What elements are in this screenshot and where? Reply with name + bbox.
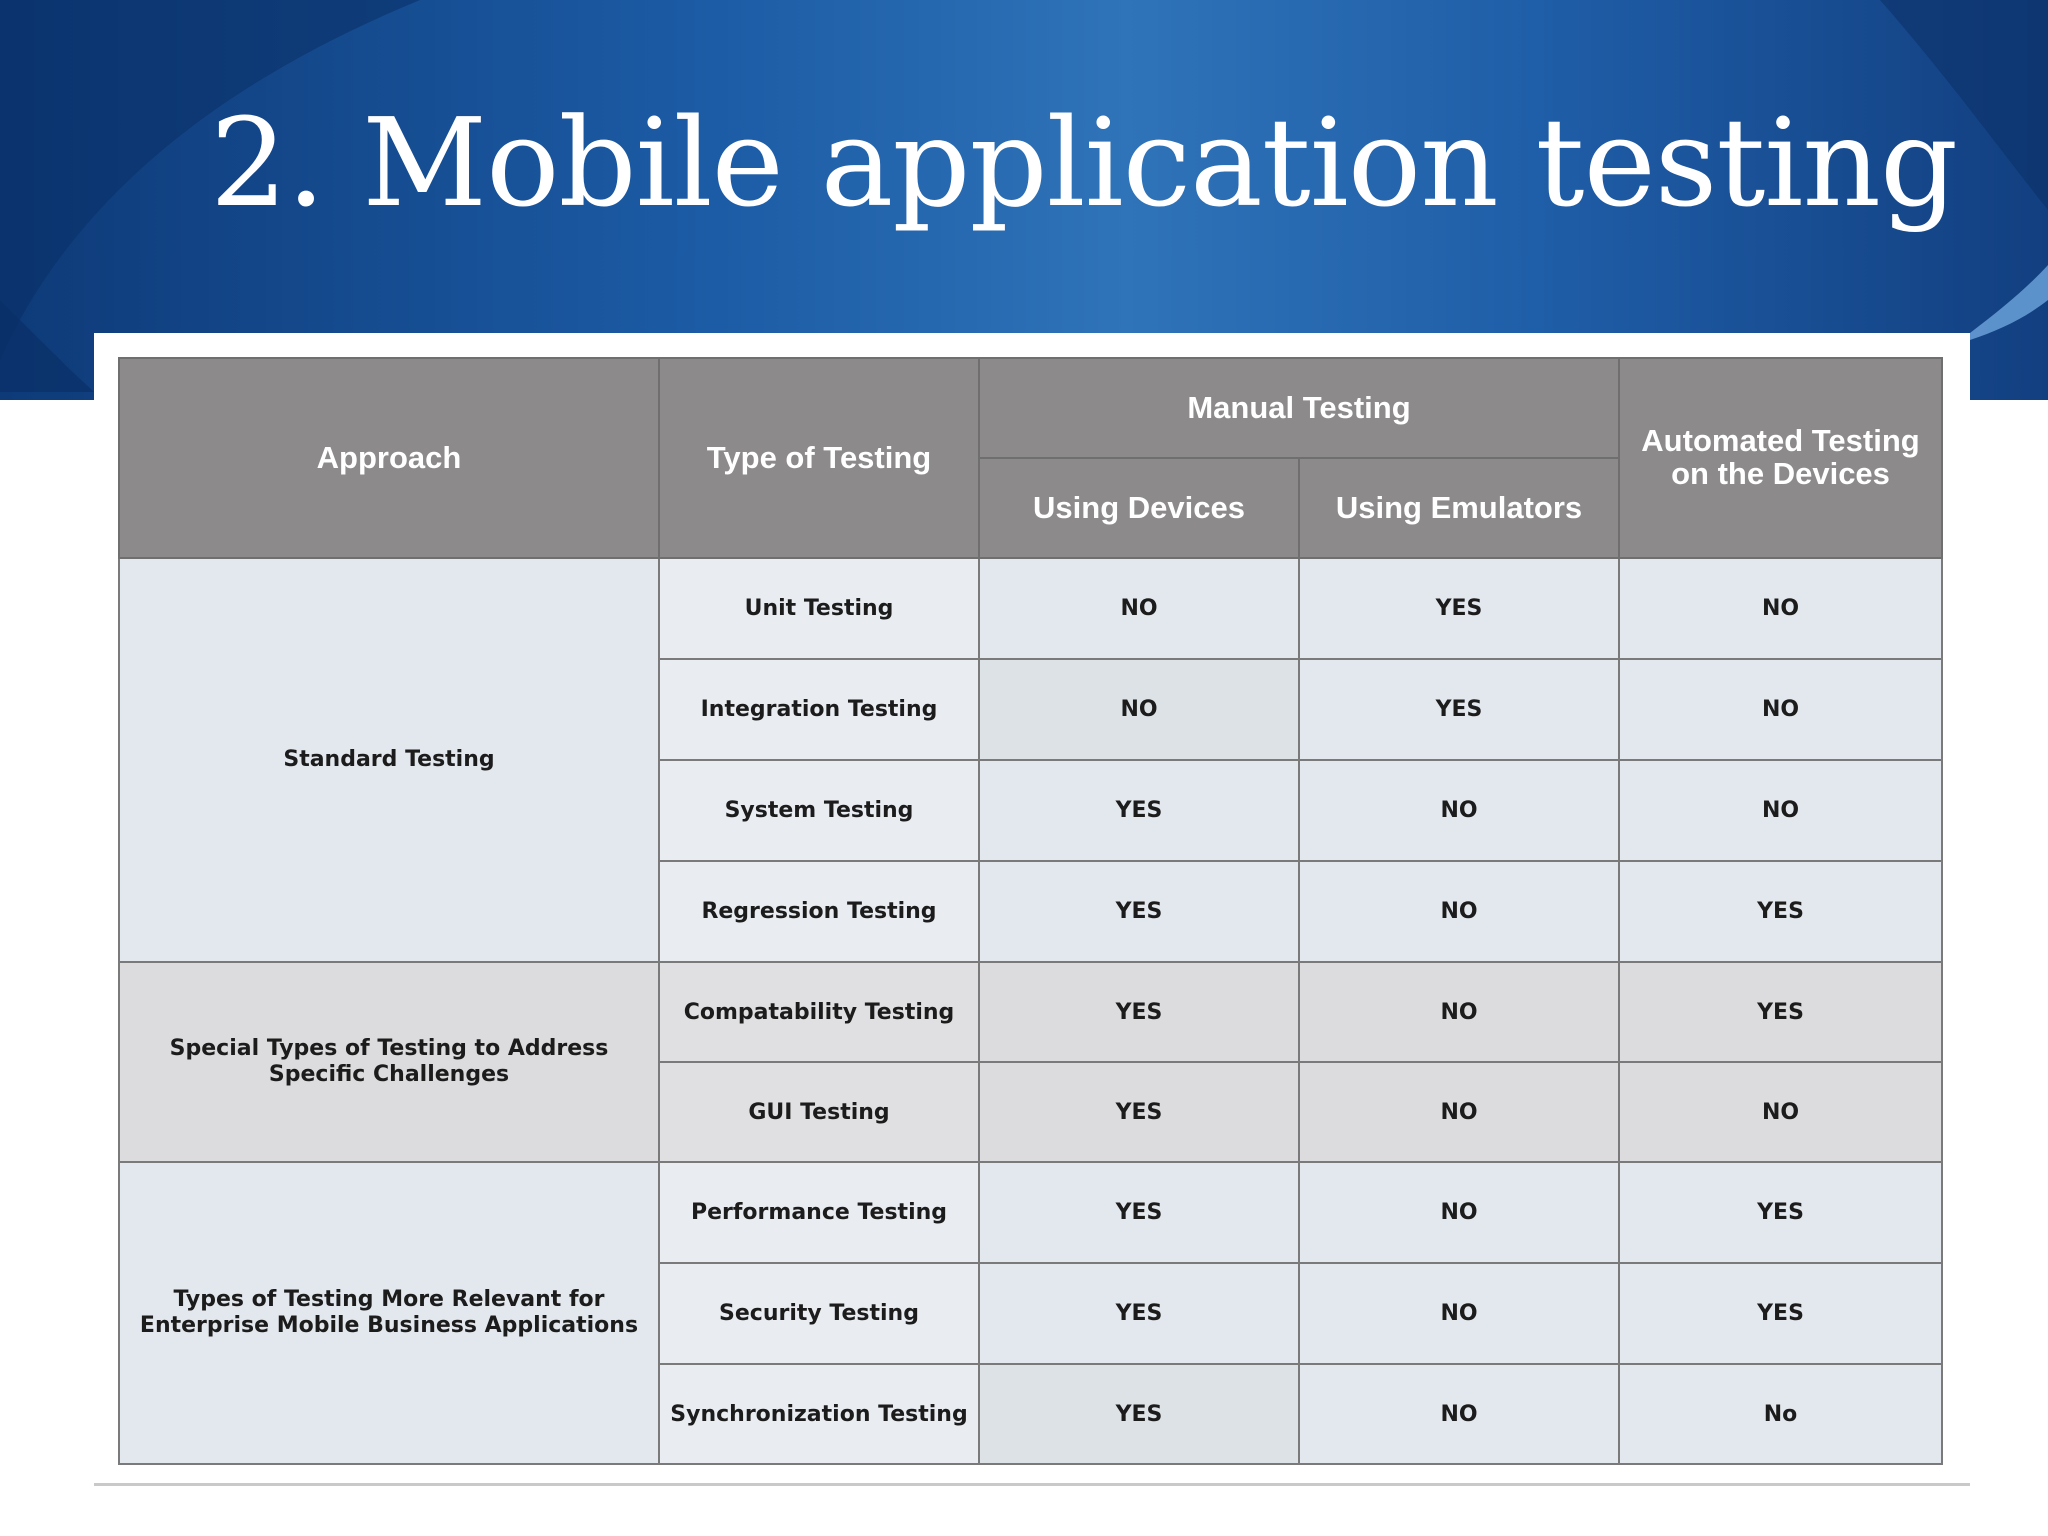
approach-special-types: Special Types of Testing to Address Specific Challenges bbox=[119, 962, 659, 1162]
devices-cell: YES bbox=[979, 1162, 1299, 1263]
header-manual-testing: Manual Testing bbox=[979, 358, 1619, 458]
emulators-cell: NO bbox=[1299, 1364, 1619, 1464]
devices-cell: NO bbox=[979, 659, 1299, 760]
type-cell: Performance Testing bbox=[659, 1162, 979, 1263]
automated-cell: YES bbox=[1619, 1263, 1942, 1364]
emulators-cell: NO bbox=[1299, 760, 1619, 861]
slide-title: 2. Mobile application testing bbox=[210, 92, 1958, 234]
devices-cell: YES bbox=[979, 1062, 1299, 1162]
type-cell: Synchronization Testing bbox=[659, 1364, 979, 1464]
type-cell: Integration Testing bbox=[659, 659, 979, 760]
type-cell: Security Testing bbox=[659, 1263, 979, 1364]
testing-comparison-table bbox=[118, 357, 1943, 1465]
automated-cell: YES bbox=[1619, 861, 1942, 962]
type-cell: System Testing bbox=[659, 760, 979, 861]
header-approach: Approach bbox=[119, 358, 659, 558]
automated-cell: No bbox=[1619, 1364, 1942, 1464]
automated-cell: NO bbox=[1619, 760, 1942, 861]
devices-cell: YES bbox=[979, 962, 1299, 1062]
emulators-cell: NO bbox=[1299, 1062, 1619, 1162]
table-row bbox=[119, 962, 1942, 1062]
emulators-cell: NO bbox=[1299, 861, 1619, 962]
table-row bbox=[119, 1162, 1942, 1263]
devices-cell: YES bbox=[979, 1364, 1299, 1464]
approach-enterprise: Types of Testing More Relevant for Enterprise Mobile Business Applications bbox=[119, 1162, 659, 1464]
devices-cell: NO bbox=[979, 558, 1299, 659]
type-cell: GUI Testing bbox=[659, 1062, 979, 1162]
type-cell: Compatability Testing bbox=[659, 962, 979, 1062]
automated-cell: YES bbox=[1619, 1162, 1942, 1263]
approach-standard-testing: Standard Testing bbox=[119, 558, 659, 962]
emulators-cell: YES bbox=[1299, 659, 1619, 760]
devices-cell: YES bbox=[979, 1263, 1299, 1364]
table-row bbox=[119, 558, 1942, 659]
type-cell: Unit Testing bbox=[659, 558, 979, 659]
header-type-of-testing: Type of Testing bbox=[659, 358, 979, 558]
automated-cell: NO bbox=[1619, 1062, 1942, 1162]
emulators-cell: YES bbox=[1299, 558, 1619, 659]
automated-cell: YES bbox=[1619, 962, 1942, 1062]
footer-divider bbox=[94, 1483, 1970, 1486]
devices-cell: YES bbox=[979, 760, 1299, 861]
header-using-devices: Using Devices bbox=[979, 458, 1299, 558]
automated-cell: NO bbox=[1619, 659, 1942, 760]
emulators-cell: NO bbox=[1299, 962, 1619, 1062]
automated-cell: NO bbox=[1619, 558, 1942, 659]
emulators-cell: NO bbox=[1299, 1162, 1619, 1263]
header-using-emulators: Using Emulators bbox=[1299, 458, 1619, 558]
emulators-cell: NO bbox=[1299, 1263, 1619, 1364]
devices-cell: YES bbox=[979, 861, 1299, 962]
type-cell: Regression Testing bbox=[659, 861, 979, 962]
header-automated-testing: Automated Testing on the Devices bbox=[1619, 358, 1942, 558]
